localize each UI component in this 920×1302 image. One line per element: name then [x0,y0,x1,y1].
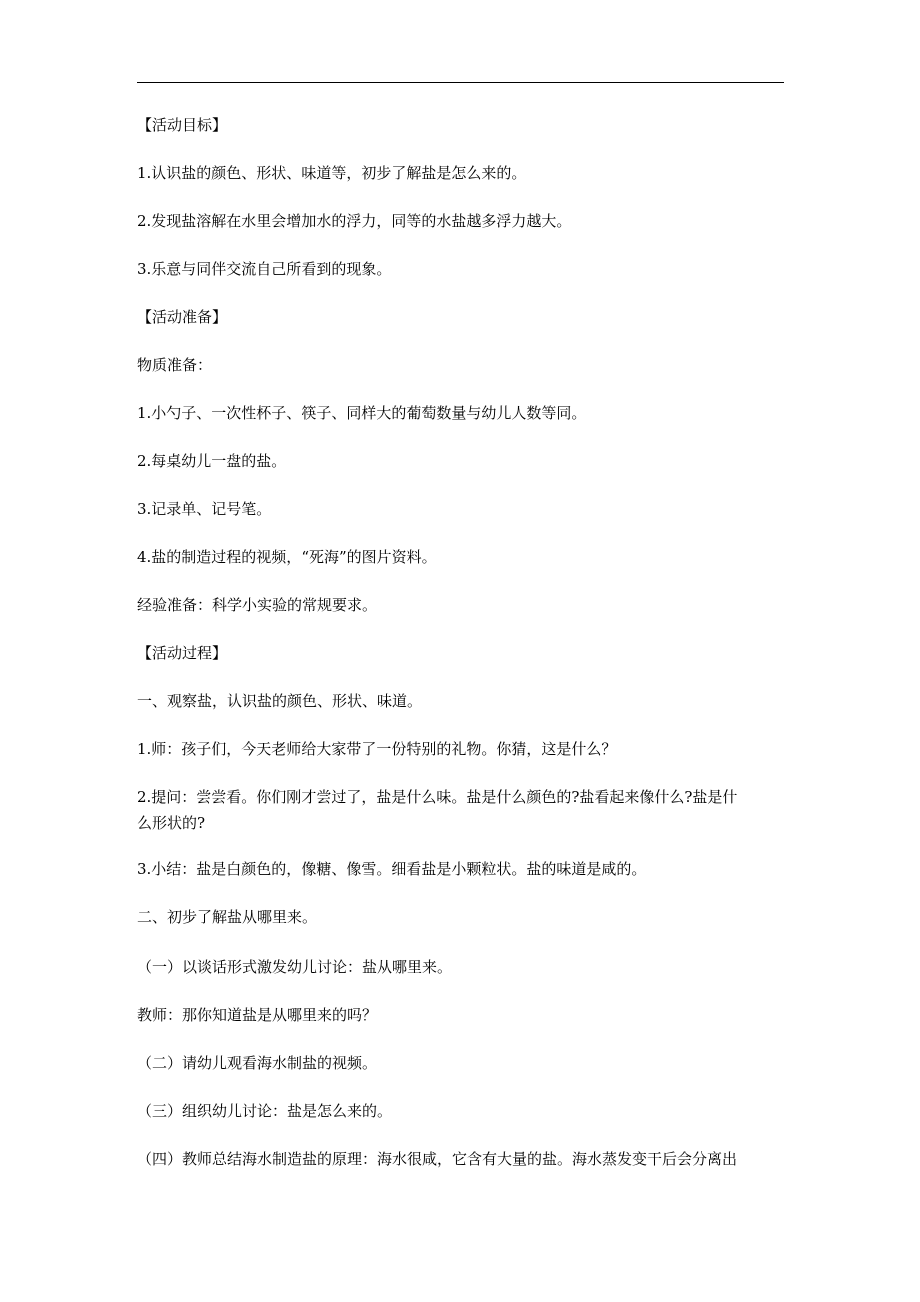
process-section-2-title: 二、初步了解盐从哪里来。 [137,908,318,926]
goal-item-1: 1.认识盐的颜色、形状、味道等，初步了解盐是怎么来的。 [137,164,527,182]
process-step-2-line-1: 2.提问：尝尝看。你们刚才尝过了，盐是什么味。盐是什么颜色的?盐看起来像什么?盐是什 [137,788,738,806]
process-sub-3: （三）组织幼儿讨论：盐是怎么来的。 [137,1102,393,1120]
process-section-1-title: 一、观察盐，认识盐的颜色、形状、味道。 [137,692,423,710]
goal-item-2: 2.发现盐溶解在水里会增加水的浮力，同等的水盐越多浮力越大。 [137,212,572,230]
material-preparation-label: 物质准备： [137,356,213,374]
header-rule [137,82,784,83]
material-item-4: 4.盐的制造过程的视频，“死海”的图片资料。 [137,548,437,566]
process-step-1: 1.师：孩子们，今天老师给大家带了一份特别的礼物。你猜，这是什么？ [137,740,617,758]
goal-item-3: 3.乐意与同伴交流自己所看到的现象。 [137,260,392,278]
heading-activity-process: 【活动过程】 [137,644,228,662]
process-sub-1: （一）以谈话形式激发幼儿讨论：盐从哪里来。 [137,958,453,976]
process-sub-4: （四）教师总结海水制造盐的原理：海水很咸，它含有大量的盐。海水蒸发变干后会分离出 [137,1150,738,1168]
experience-preparation: 经验准备：科学小实验的常规要求。 [137,596,378,614]
material-item-1: 1.小勺子、一次性杯子、筷子、同样大的葡萄数量与幼儿人数等同。 [137,404,587,422]
material-item-3: 3.记录单、记号笔。 [137,500,272,518]
process-step-2-line-2: 么形状的? [137,814,206,832]
heading-activity-preparation: 【活动准备】 [137,308,228,326]
material-item-2: 2.每桌幼儿一盘的盐。 [137,452,287,470]
process-sub-2: （二）请幼儿观看海水制盐的视频。 [137,1054,378,1072]
teacher-question: 教师：那你知道盐是从哪里来的吗？ [137,1006,378,1024]
heading-activity-goals: 【活动目标】 [137,116,228,134]
process-step-3: 3.小结：盐是白颜色的，像糖、像雪。细看盐是小颗粒状。盐的味道是咸的。 [137,860,647,878]
